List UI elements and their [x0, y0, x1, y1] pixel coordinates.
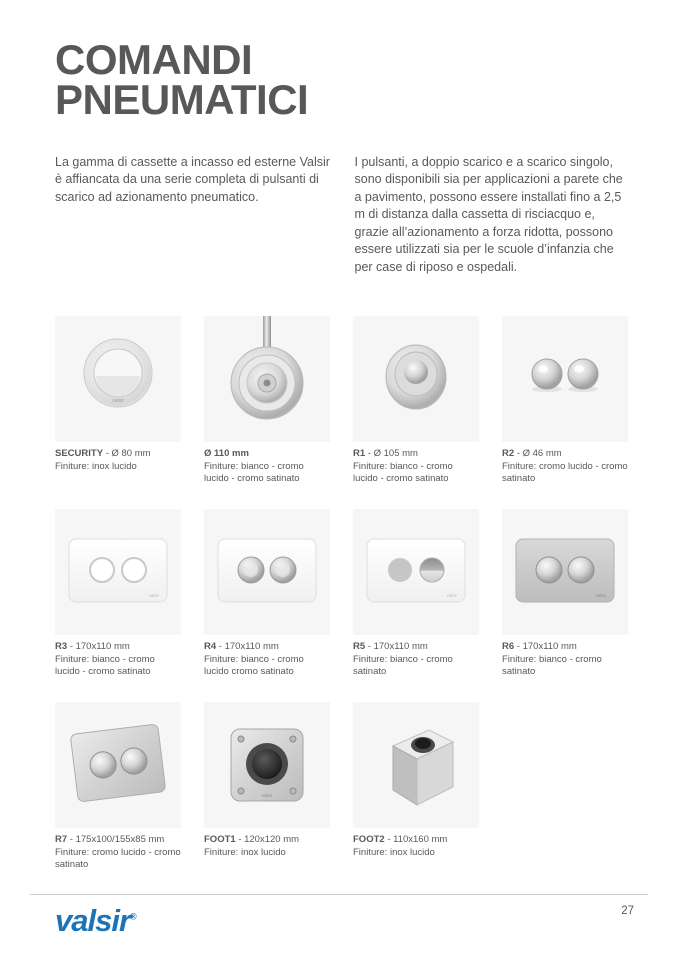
product-caption [55, 641, 181, 678]
product-finish: Finiture: cromo lucido - cromo satinato [55, 846, 181, 871]
product-caption [55, 834, 181, 871]
product-size: - 110x160 mm [387, 834, 448, 846]
product-caption [502, 641, 628, 678]
product-r5 [353, 509, 479, 678]
svg-text:valsir: valsir [595, 593, 606, 599]
product-image-r3 [55, 509, 181, 635]
page-number: 27 [621, 905, 634, 917]
product-image-foot2 [353, 702, 479, 828]
product-size: - Ø 105 mm [367, 448, 418, 460]
product-size: - 120x120 mm [238, 834, 300, 846]
product-code: R1 [353, 448, 366, 460]
product-code: FOOT2 [353, 834, 385, 846]
page-content [0, 36, 678, 871]
product-foot1 [204, 702, 330, 871]
product-finish: Finiture: bianco - cromo satinato [353, 653, 453, 677]
product-code: Ø 110 mm [204, 448, 249, 460]
product-finish: Finiture: bianco - cromo lucido - cromo satinato [204, 460, 304, 484]
product-size: - 170x110 mm [516, 641, 577, 653]
product-image-r2 [502, 316, 628, 442]
product-r4 [204, 509, 330, 678]
product-image-foot1 [204, 702, 330, 828]
product-code: R4 [204, 641, 217, 653]
product-image-r4 [204, 509, 330, 635]
svg-text:valsir: valsir [261, 793, 273, 799]
product-code: R6 [502, 641, 515, 653]
product-finish: Finiture: cromo lucido - cromo satinato [502, 460, 628, 484]
product-grid [55, 316, 632, 871]
svg-text:valsir: valsir [446, 593, 457, 599]
intro-section [55, 154, 632, 277]
product-finish: Finiture: inox lucido [353, 846, 435, 858]
product-size: - 170x110 mm [218, 641, 279, 653]
product-caption [353, 448, 479, 485]
product-code: R5 [353, 641, 366, 653]
product-caption [204, 641, 330, 678]
product-size: - 170x110 mm [69, 641, 130, 653]
product-code: R3 [55, 641, 68, 653]
product-code: R2 [502, 448, 515, 460]
intro-paragraph-left: La gamma di cassette a incasso ed esterne Valsir è affiancata da una serie completa di pulsanti di scarico ad azionamento pneumatico. [55, 154, 330, 204]
page-title-line1: COMANDI [55, 36, 253, 83]
product-r7 [55, 702, 181, 871]
product-size: - Ø 46 mm [516, 448, 562, 460]
product-foot2 [353, 702, 479, 871]
product-image-d110 [204, 316, 330, 442]
product-image-r7 [55, 702, 181, 828]
product-code: R7 [55, 834, 68, 846]
product-r6 [502, 509, 628, 678]
product-security [55, 316, 181, 485]
page-title-line2: PNEUMATICI [55, 75, 309, 123]
page-title [55, 36, 632, 123]
product-size: - Ø 80 mm [105, 448, 151, 460]
product-caption [353, 834, 479, 859]
product-finish: Finiture: bianco - cromo lucido - cromo satinato [55, 653, 155, 677]
valsir-logo [55, 903, 136, 939]
product-r1 [353, 316, 479, 485]
product-size: - 170x110 mm [367, 641, 428, 653]
product-caption [502, 448, 628, 485]
product-caption [353, 641, 479, 678]
product-code: FOOT1 [204, 834, 236, 846]
registered-mark: ® [130, 911, 136, 922]
svg-text:valsir: valsir [112, 398, 124, 405]
product-finish: Finiture: bianco - cromo satinato [502, 653, 602, 677]
product-finish: Finiture: inox lucido [204, 846, 286, 858]
product-image-r1 [353, 316, 479, 442]
product-image-r5 [353, 509, 479, 635]
product-finish: Finiture: inox lucido [55, 460, 137, 472]
valsir-logo-text: valsir [55, 903, 131, 938]
product-size: - 175x100/155x85 mm [69, 834, 165, 846]
product-code: SECURITY [55, 448, 104, 460]
product-image-security [55, 316, 181, 442]
product-caption [55, 448, 181, 473]
product-d110 [204, 316, 330, 485]
footer-divider [30, 894, 648, 895]
product-image-r6 [502, 509, 628, 635]
product-caption [204, 834, 330, 859]
svg-text:valsir: valsir [148, 593, 159, 599]
product-finish: Finiture: bianco - cromo lucido cromo satinato [204, 653, 304, 677]
product-r2 [502, 316, 628, 485]
product-r3 [55, 509, 181, 678]
intro-paragraph-right: I pulsanti, a doppio scarico e a scarico singolo, sono disponibili sia per applicazioni a parete che a pavimento, possono essere installati fino a 2,5 m di distanza dalla cassetta di risciacquo e, grazie all’azionamento a forza ridotta, possono essere utilizzati sia per le scuole d’infanzia che per case di riposo e ospedali. [354, 154, 623, 274]
product-caption [204, 448, 330, 485]
product-finish: Finiture: bianco - cromo lucido - cromo satinato [353, 460, 453, 484]
